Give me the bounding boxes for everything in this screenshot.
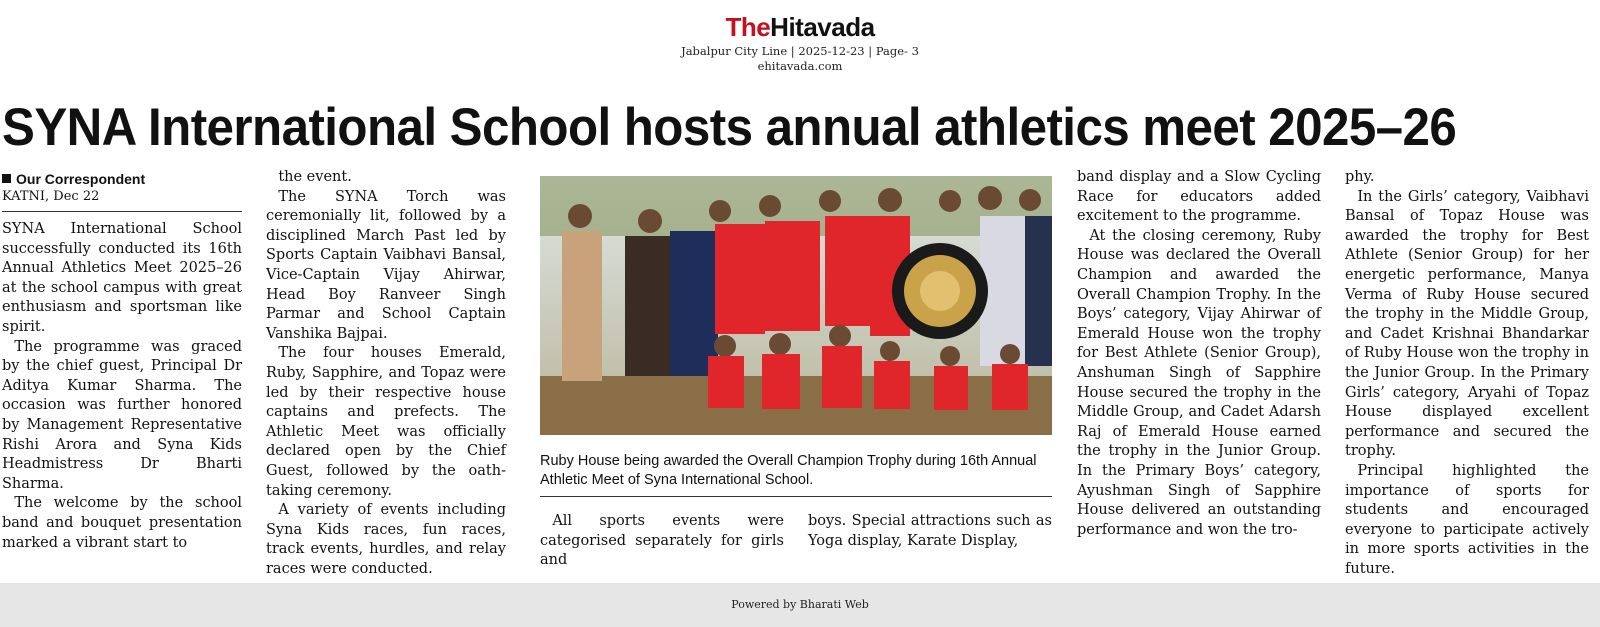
- paragraph: At the closing ceremony, Ruby House was declared the Overall Champion and awarded the Overall Champion Trophy. In the Boys’ category, Vijay Ahirwar of Emerald House won the trophy for Best Athlete (Senior Group), Anshuman Singh of Sapphire House secured the trophy in the Middle Group, and Cadet Adarsh Raj of Emerald House earned the trophy in the Junior Group. In the Primary Boys’ category, Ayushman Singh of Sapphire House delivered an outstanding performance and won the tro-: [1077, 227, 1321, 538]
- photo-caption: Ruby House being awarded the Overall Champion Trophy during 16th Annual Athletic Meet of Syna International School.: [540, 452, 1052, 497]
- paragraph: Principal highlighted the importance of sports for students and encouraged everyone to participate actively in more sports activities in the future.: [1345, 462, 1589, 577]
- byline: Our Correspondent: [2, 170, 242, 188]
- paragraph: band display and a Slow Cycling Race for educators added excitement to the programme.: [1077, 169, 1321, 225]
- paragraph: The welcome by the school band and bouquet presentation marked a vibrant start to: [2, 495, 242, 551]
- paragraph: boys. Special attractions such as Yoga display, Karate Display,: [808, 513, 1052, 549]
- site-url[interactable]: ehitavada.com: [757, 59, 843, 73]
- photo-illustration: [540, 176, 1052, 435]
- article-column-5: [1345, 168, 1589, 579]
- paragraph: The four houses Emerald, Ruby, Sapphire, and Topaz were led by their respective house captains and prefects. The Athletic Meet was officially declared open by the Chief Guest, followed by the oath-taking ceremony.: [266, 345, 506, 499]
- article-column-4: [1077, 168, 1321, 540]
- masthead: [0, 12, 1600, 74]
- footer-bar: [0, 583, 1600, 627]
- paragraph: A variety of events including Syna Kids races, fun races, track events, hurdles, and relay races were conducted.: [266, 502, 506, 577]
- paragraph: The SYNA Torch was ceremonially lit, followed by a disciplined March Past led by Sports Captain Vaibhavi Bansal, Vice-Captain Vijay Ahirwar, Head Boy Ranveer Singh Parmar and School Captain Vanshika Bajpai.: [266, 188, 506, 342]
- article-headline: SYNA International School hosts annual athletics meet 2025–26: [2, 98, 1457, 157]
- paragraph: All sports events were categorised separately for girls and: [540, 513, 784, 569]
- edition-meta: Jabalpur City Line | 2025-12-23 | Page- 3: [681, 44, 919, 58]
- article-column-3b: [808, 512, 1052, 551]
- powered-by-link[interactable]: Powered by Bharati Web: [731, 598, 869, 611]
- article-column-2: [266, 168, 506, 579]
- article-column-1: [2, 170, 242, 553]
- paragraph: SYNA International School successfully conducted its 16th Annual Athletics Meet 2025–26 at the school campus with great enthusiasm and sportsman like spirit.: [2, 221, 242, 335]
- paragraph: In the Girls’ category, Vaibhavi Bansal of Topaz House was awarded the trophy for Best Athlete (Senior Group) for her energetic performance, Manya Verma of Ruby House secured the trophy in the Middle Group, and Cadet Krishnai Bhandarkar of Ruby House won the trophy in the Junior Group. In the Primary Girls’ category, Aryahi of Topaz House displayed excellent performance and secured the trophy.: [1345, 188, 1589, 460]
- article-photo[interactable]: [540, 176, 1052, 435]
- square-bullet-icon: [2, 174, 11, 183]
- paragraph: the event.: [278, 169, 352, 185]
- newspaper-logo[interactable]: TheHitavada: [725, 12, 875, 42]
- dateline: KATNI, Dec 22: [2, 188, 242, 212]
- paragraph: phy.: [1345, 169, 1375, 185]
- article-column-3a: [540, 512, 784, 571]
- paragraph: The programme was graced by the chief guest, Principal Dr Aditya Kumar Sharma. The occasion was further honored by Management Representative Rishi Arora and Syna Kids Headmistress Dr Bharti Sharma.: [2, 338, 242, 492]
